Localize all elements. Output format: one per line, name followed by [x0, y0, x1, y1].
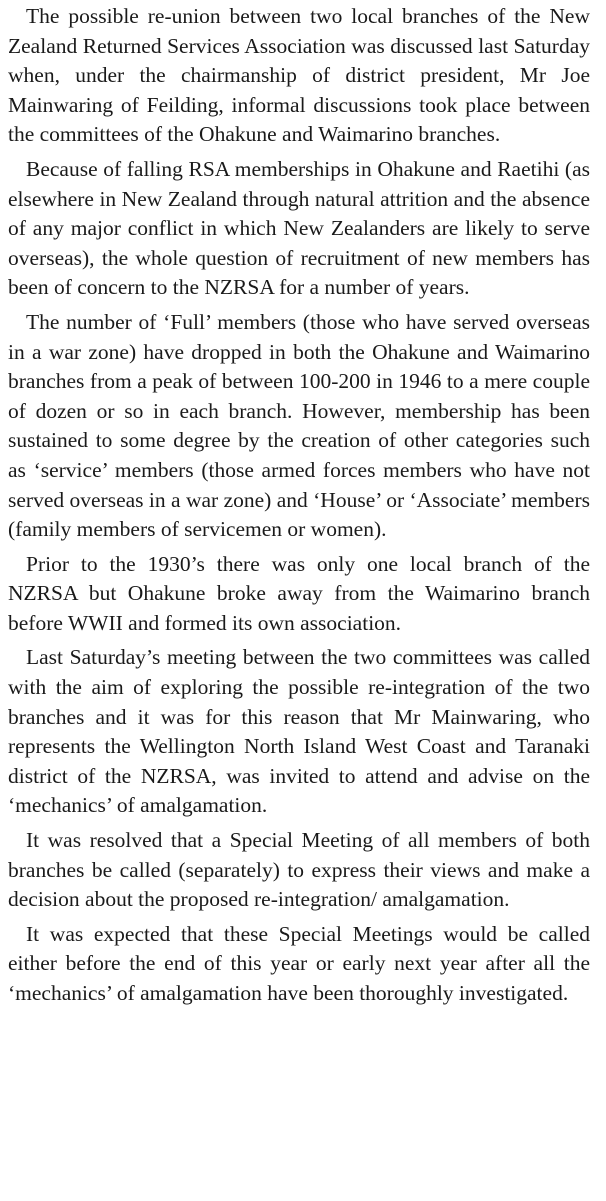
article-paragraph-4: Prior to the 1930’s there was only one local branch of the NZRSA but Ohakune broke away from the Waimarino branch before WWII and formed its own association. — [8, 551, 590, 635]
article-paragraph-1: The possible re-union between two local branches of the New Zealand Returned Services Association was discussed last Saturday when, under the chairmanship of district president, Mr Joe Mainwaring of Feilding, informal discussions took place between the committees of the Ohakune and Waimarino branches. — [8, 4, 590, 147]
article-paragraph-5: Last Saturday’s meeting between the two committees was called with the aim of exploring the possible re-integration of the two branches and it was for this reason that Mr Mainwaring, who represents the Wellington North Island West Coast and Taranaki district of the NZRSA, was invited to attend and advise on the ‘mechanics’ of amalgamation. — [8, 645, 590, 818]
article-paragraph-3: The number of ‘Full’ members (those who have served overseas in a war zone) have dropped in both the Ohakune and Waimarino branches from a peak of between 100-200 in 1946 to a mere couple of dozen or so in each branch. However, membership has been sustained to some degree by the creation of other categories such as ‘service’ members (those armed forces members who have not served overseas in a war zone) and ‘House’ or ‘Associate’ members (family members of servicemen or women). — [8, 309, 590, 542]
article-paragraph-2: Because of falling RSA memberships in Ohakune and Raetihi (as elsewhere in New Zealand through natural attrition and the absence of any major conflict in which New Zealanders are likely to serve overseas), the whole question of recruitment of new members has been of concern to the NZRSA for a number of years. — [8, 156, 590, 300]
article-paragraph-7: It was expected that these Special Meetings would be called either before the end of this year or early next year after all the ‘mechanics’ of amalgamation have been thoroughly investigated. — [8, 921, 590, 1005]
article-paragraph-6: It was resolved that a Special Meeting of all members of both branches be called (separately) to express their views and make a decision about the proposed re-integration/ amalgamation. — [8, 828, 590, 912]
article-body — [8, 2, 590, 1009]
